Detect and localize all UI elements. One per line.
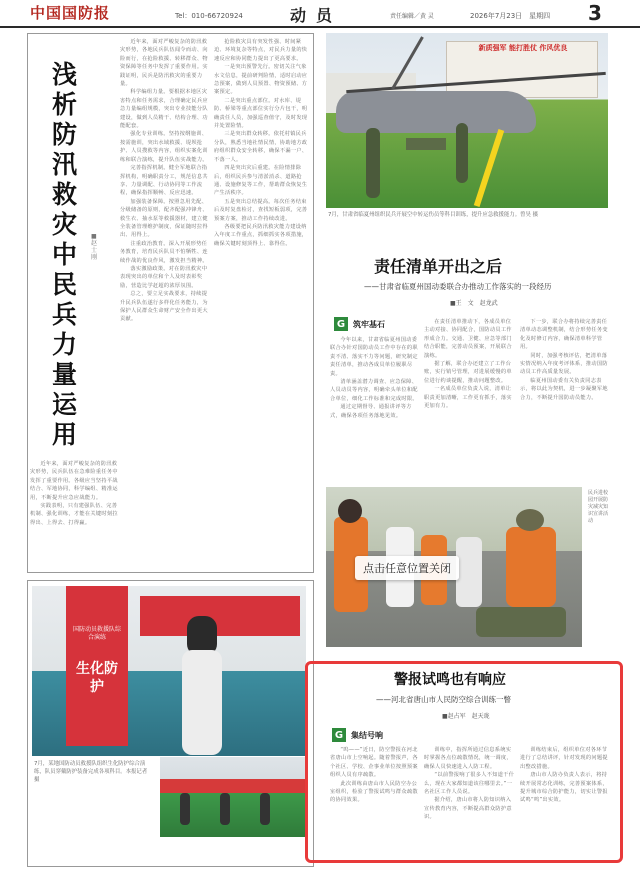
masthead: [0, 0, 640, 28]
highlight-selection-box[interactable]: [305, 661, 623, 863]
article2-body-col-2: 在责任清单推动下，各成员单位主动对接、协同配合，国防动员工作形成合力。交通、卫健、应急等部门结合职能，完善动员预案，开展联合演练。 据了解，联合办还建立了工作台账，实行销号管理，对进展缓慢的单位进行约谈提醒，推动问题整改。 一名成员单位负责人说，清单让职责更加清晰，工作更有抓手，落实更加有力。: [424, 319, 512, 410]
helicopter-rescue-photo: [326, 33, 608, 208]
children-photo-caption: 民兵进校园开展防灾减灾知识宣讲活动: [588, 490, 609, 524]
issue-date: 2026年7月23日 星期四: [470, 12, 551, 20]
sign-title: 生化防护: [76, 661, 118, 695]
masthead-tel: Tel：010-66720924: [175, 12, 243, 20]
editor-credit: 责任编辑／黄 灵: [390, 13, 434, 20]
photo-credit: 曾昊 摄: [520, 212, 538, 218]
article-body-col-2: 近年来，面对严峻复杂的防汛救灾形势，各地民兵队伍闻令而动、向险而行，在抢险救援、转移群众、物资保障等任务中发挥了重要作用。实践证明，民兵是防汛救灾的重要力量。 科学编组力量。要根据本地区灾害特点和任务需求，合理确定民兵应急力量编组规模，突出专业技能分队建设，做到人员精干、结构合理、功能配套。 强化专业训练。坚持按纲施训、按需施训，突出水域救援、堤坝抢护、人员搜救等内容，组织实案化训练和联合演练，提升队伍实战能力。 完善指挥机制。健全军地联合指挥机构，明确职责分工，规范信息共享、力量调配、行动协同等工作流程，确保指挥顺畅、反应迅速。 加强装备保障。按照急用先配、分级储备的原则，配齐配强冲锋舟、救生衣、抽水泵等救援器材，建立健全装备管理维护制度，保证随时拉得出、用得上。 注重政治教育。深入开展形势任务教育，培育民兵队员不怕牺牲、连续作战的优良作风，激发担当精神。 落实激励政策。对在防汛救灾中表现突出的单位和个人及时表彰奖励，营造比学赶超的浓厚氛围。 总之，要立足实战要求，持续提升民兵队伍遂行多样化任务能力，为保护人民群众生命财产安全作出更大贡献。: [120, 39, 208, 323]
article3-body-col-3: 训练结束后，组织单位对各环节进行了总结讲评，针对发现的问题提出整改措施。 唐山市人防办负责人表示，将持续开展常态化训练，完善预案体系，提升城市综合防护能力，切实让警报试鸣“鸣”出实效。: [520, 747, 608, 804]
article2-byline: ■王 文 赵龙武: [450, 300, 498, 307]
newspaper-logo: 中国国防报: [30, 4, 111, 22]
article3-title: 警报试鸣也有响应: [394, 672, 506, 688]
article-title-vertical: 浅析防汛救灾中民兵力量运用: [52, 60, 78, 449]
building-banner: 新质强军 能打胜仗 作风优良: [478, 44, 568, 52]
article-author: ■赵士刚: [91, 233, 98, 261]
article3-body-col-1: “呜——”近日，防空警报在河北省唐山市上空响起。随着警报声，各个社区、学校、企事业单位按照预案组织人员有序疏散。 此次训练由唐山市人民防空办公室组织，检验了警报试鸣与群众疏散的协同效果。: [330, 747, 418, 804]
column-logo-icon: G: [334, 317, 348, 331]
article2-body-col-3: 下一步，联合办将持续完善责任清单动态调整机制，结合形势任务变化及时修订内容，确保清单科学管用。 同时，加强考核评估，把清单落实情况纳入年度考评体系，推动国防动员工作高质量发展。 临夏州国动委有关负责同志表示，将以此为契机，进一步凝聚军地合力，不断提升国防动员能力。: [520, 319, 608, 401]
article3-subtitle: ——河北省唐山市人民防空综合训练一瞥: [376, 695, 511, 704]
column-logo-icon: G: [332, 728, 346, 742]
article-body-col-3: 抢险救灾具有突发性强、时间紧迫、环境复杂等特点，对民兵力量的快速反应和协同能力提出了更高要求。 一是突出预警先行。密切关注气象水文信息，提前研判险情，适时启动应急预案，做到人员预置、物资预储、方案预定。 二是突出重点部位。对水库、堤防、桥梁等重点部位实行分片包干，明确责任人员，加强巡查值守，及时发现并处置险情。 三是突出群众转移。依托村镇民兵分队，熟悉当地社情民情，协助地方政府组织群众安全转移，确保不漏一户、不落一人。 四是突出灾后重建。在险情排除后，组织民兵参与清淤消杀、道路抢通、设施修复等工作，帮助群众恢复生产生活秩序。 五是突出总结提高。每次任务结束后及时复盘检讨，查找短板弱项，完善预案方案，推动工作持续改进。 各级要把民兵防汛救灾能力建设纳入年度工作重点，抓细抓实各项措施，确保关键时刻顶得上、靠得住。: [214, 39, 308, 247]
tap-to-close-toast[interactable]: 点击任意位置关闭: [355, 556, 459, 580]
protection-drill-photo: [32, 586, 306, 756]
article-body-col-1: 近年来，面对严峻复杂的防汛救灾形势，民兵队伍在急难险重任务中发挥了重要作用。各级应当坚持平战结合、军地协同，科学编组、精准运用，不断提升应急应战能力。 实践表明，只有建强队伍、完善机制、强化训练，才能在关键时刻拉得出、上得去、打得赢。: [30, 461, 118, 526]
drill-inset-photo: [160, 757, 306, 837]
article3-body-col-2: 训练中，指挥所通过信息系统实时掌握各点位疏散情况，统一调度，确保人员快速进入人防工程。 “以前警报响了很多人不知道干什么，现在大家都知道该往哪里去。”一名社区工作人员说。 据介绍，唐山市将人防知识纳入宣传教育内容，不断提高群众防护意识。: [424, 747, 515, 821]
article3-tag: G 集结号响: [332, 727, 383, 743]
sign-subtitle: 国防动员救援队综合演练: [72, 626, 121, 641]
article3-byline: ■赵占军 赵天珑: [442, 713, 490, 720]
article2-body-col-1: 今年以来，甘肃省临夏州国动委联合办针对国防动员工作中存在的职责不清、落实不力等问题，研究制定责任清单，推动各成员单位履职尽责。 清单涵盖潜力调查、应急保障、人员动员等内容，明确牵头单位和配合单位，细化工作标准和完成时限。 通过定期督导、通报讲评等方式，确保各项任务落地见效。: [330, 337, 418, 419]
article2-title: 责任清单开出之后: [374, 257, 503, 276]
section-name: 动员: [290, 6, 343, 25]
article2-subtitle: ——甘肃省临夏州国动委联合办推动工作落实的一段经历: [364, 282, 552, 291]
helicopter-photo-caption: 7月，甘肃省临夏州组织民兵开展空中转运伤员等科目训练，提升应急救援能力。曾昊 摄: [328, 212, 538, 218]
article2-tag: G 筑牢基石: [334, 316, 385, 332]
page-number: 3: [588, 1, 602, 25]
bottom-left-caption: 7月，某地国防动员救援队组织生化防护综合演练，队员穿戴防护装备完成各项科目。本报记者 摄: [34, 761, 148, 783]
